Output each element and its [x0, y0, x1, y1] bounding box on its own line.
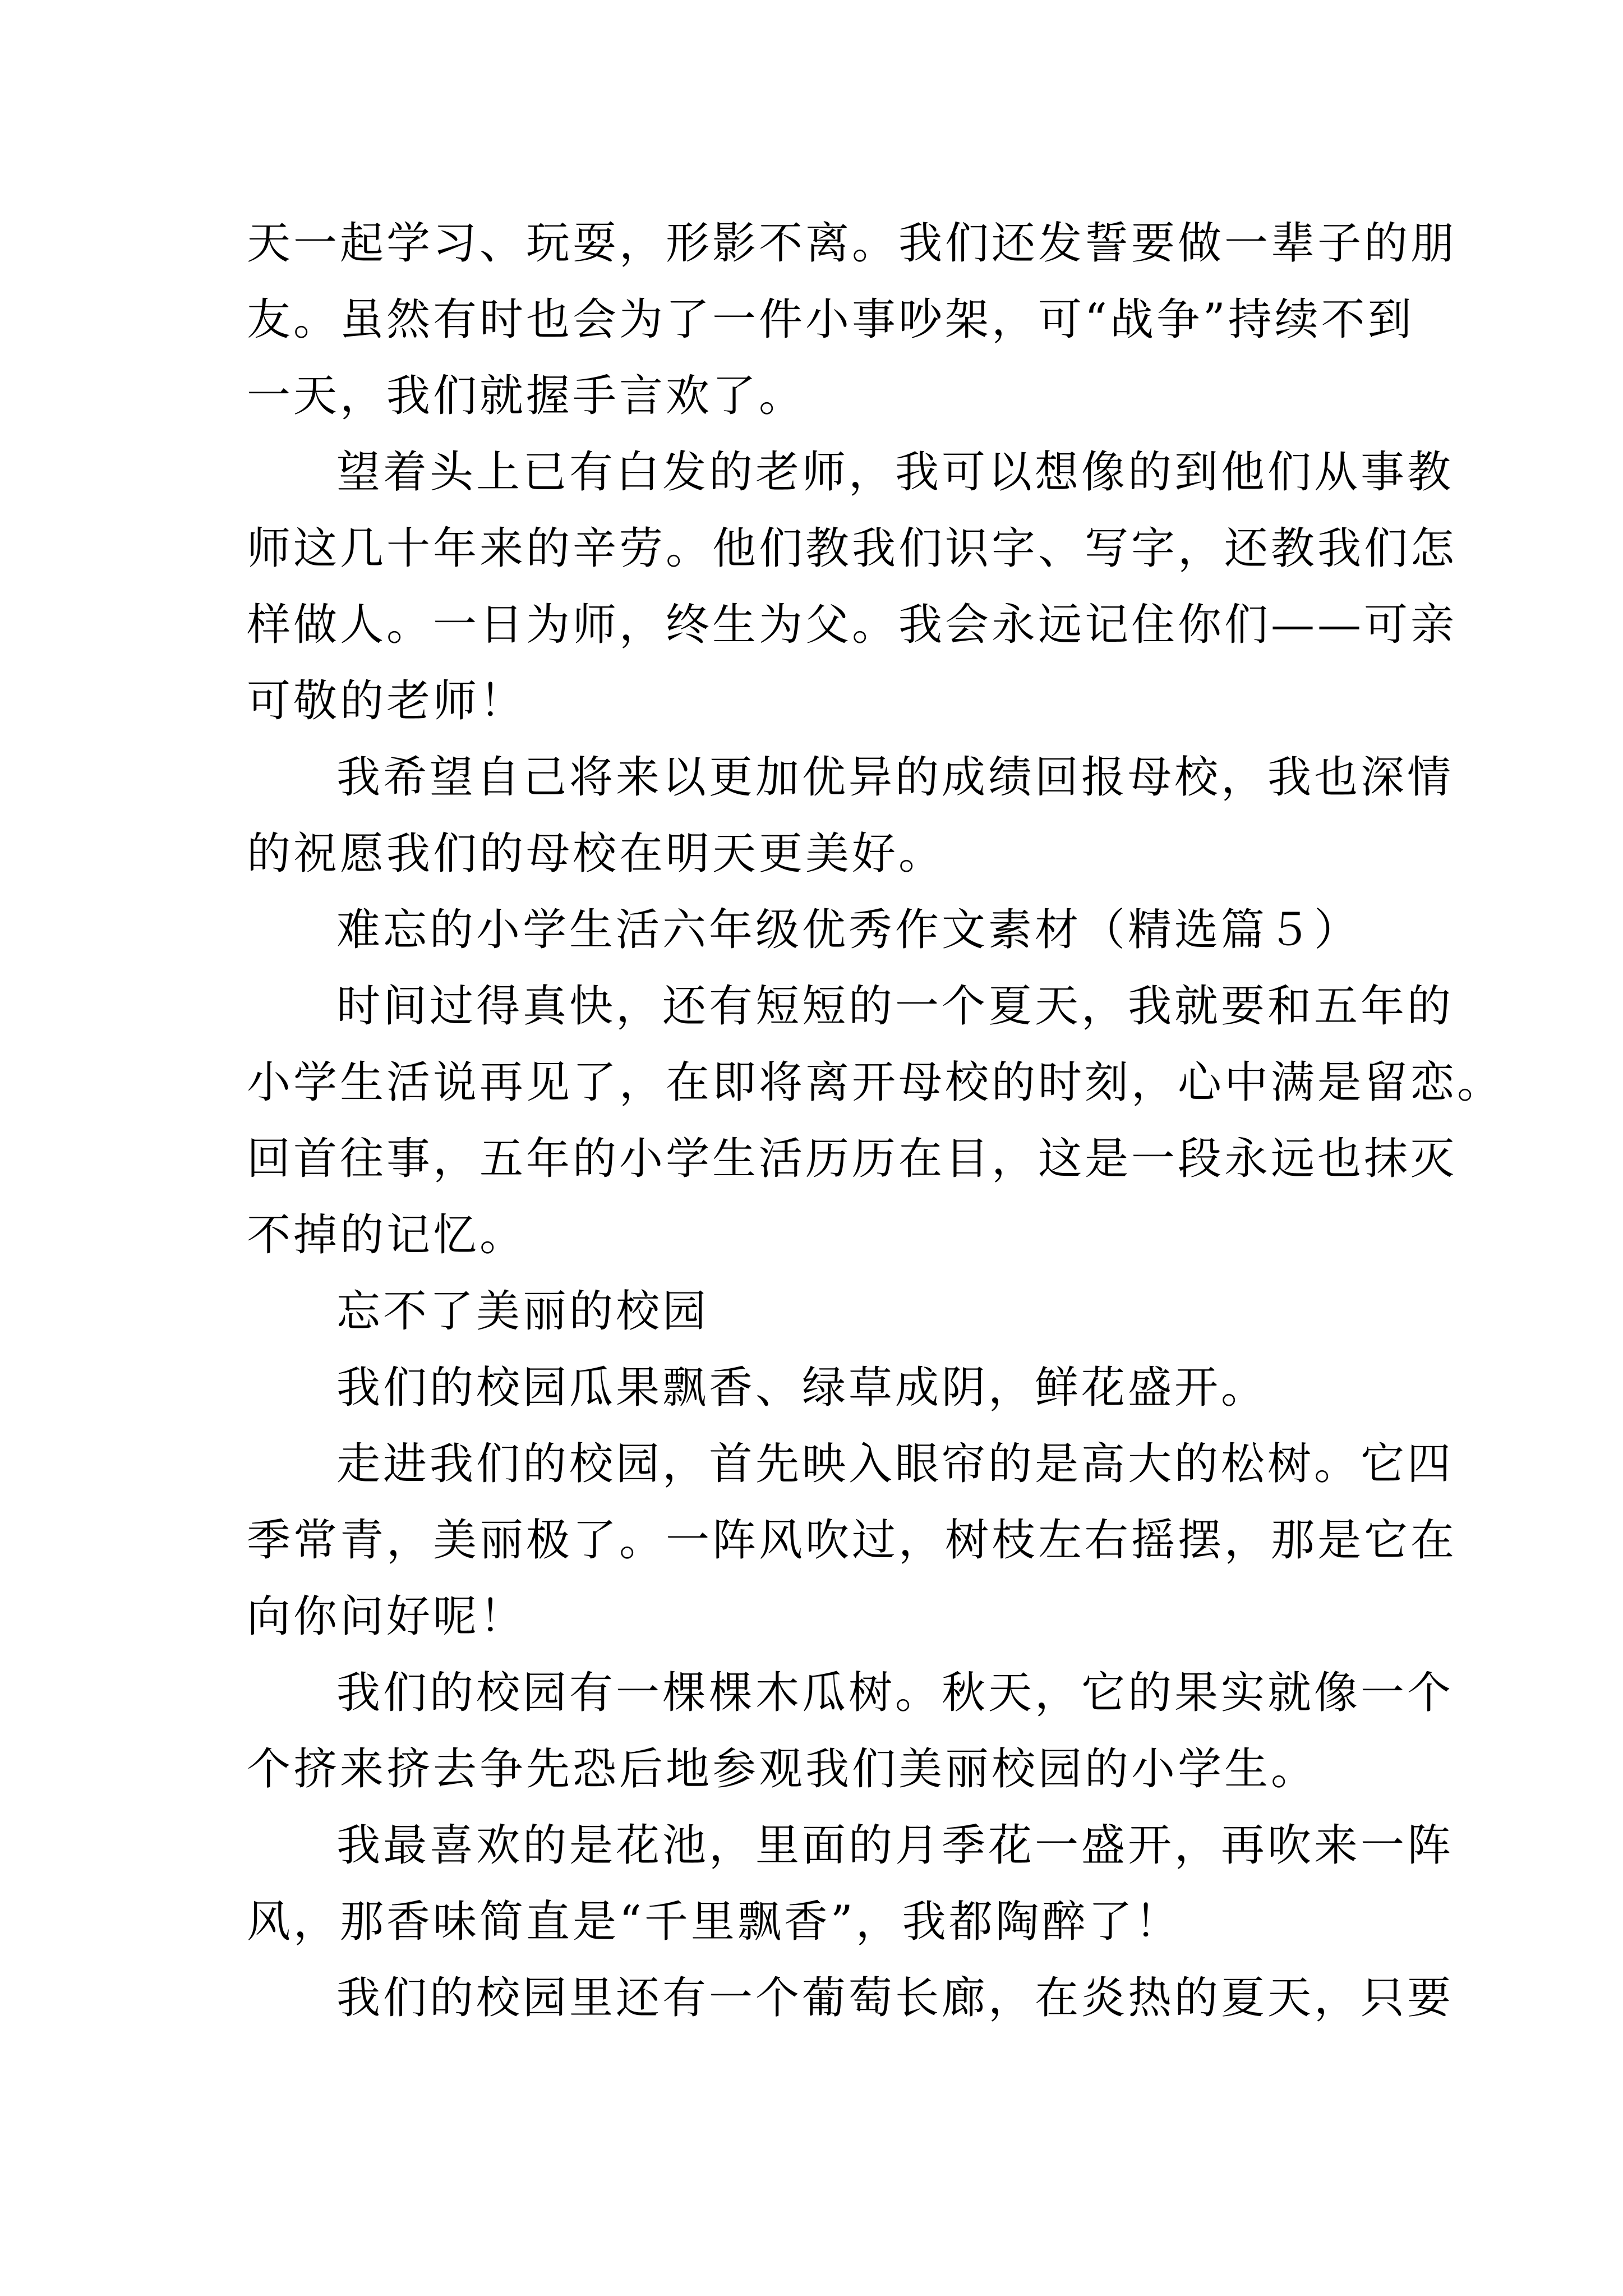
text-line: 回首往事，五年的小学生活历历在目，这是一段永远也抹灭	[247, 1134, 1458, 1184]
text-line: 个挤来挤去争先恐后地参观我们美丽校园的小学生。	[247, 1744, 1318, 1795]
text-line: 天一起学习、玩耍，形影不离。我们还发誓要做一辈子的朋	[247, 218, 1458, 269]
text-line: 风，那香味简直是“千里飘香”，我都陶醉了！	[247, 1897, 1182, 1947]
text-line: 望着头上已有白发的老师，我可以想像的到他们从事教	[336, 447, 1454, 498]
text-line: 样做人。一日为师，终生为父。我会永远记住你们——可亲	[247, 600, 1458, 650]
text-line: 师这几十年来的辛劳。他们教我们识字、写字，还教我们怎	[247, 523, 1458, 574]
text-line: 不掉的记忆。	[247, 1210, 527, 1260]
text-line: 走进我们的校园，首先映入眼帘的是高大的松树。它四	[336, 1439, 1454, 1489]
text-line: 季常青，美丽极了。一阵风吹过，树枝左右摇摆，那是它在	[247, 1515, 1458, 1566]
text-line: 我最喜欢的是花池，里面的月季花一盛开，再吹来一阵	[336, 1820, 1454, 1871]
text-line: 我们的校园有一棵棵木瓜树。秋天，它的果实就像一个	[336, 1668, 1454, 1718]
text-line: 我希望自己将来以更加优异的成绩回报母校，我也深情	[336, 752, 1454, 803]
text-line: 向你问好呢！	[247, 1591, 527, 1642]
text-line: 难忘的小学生活六年级优秀作文素材（精选篇５）	[336, 905, 1361, 955]
document-body	[247, 205, 1504, 2036]
text-line: 我们的校园里还有一个葡萄长廊，在炎热的夏天，只要	[336, 1973, 1454, 2023]
text-line: 友。虽然有时也会为了一件小事吵架，可“战争”持续不到	[247, 295, 1414, 345]
text-line: 我们的校园瓜果飘香、绿草成阴，鲜花盛开。	[336, 1363, 1268, 1413]
text-line: 可敬的老师！	[247, 676, 527, 726]
text-line: 忘不了美丽的校园	[336, 1286, 709, 1337]
text-line: 一天，我们就握手言欢了。	[247, 371, 806, 421]
text-line: 小学生活说再见了，在即将离开母校的时刻，心中满是留恋。	[247, 1057, 1504, 1108]
text-line: 的祝愿我们的母校在明天更美好。	[247, 829, 946, 879]
text-line: 时间过得真快，还有短短的一个夏天，我就要和五年的	[336, 981, 1454, 1032]
